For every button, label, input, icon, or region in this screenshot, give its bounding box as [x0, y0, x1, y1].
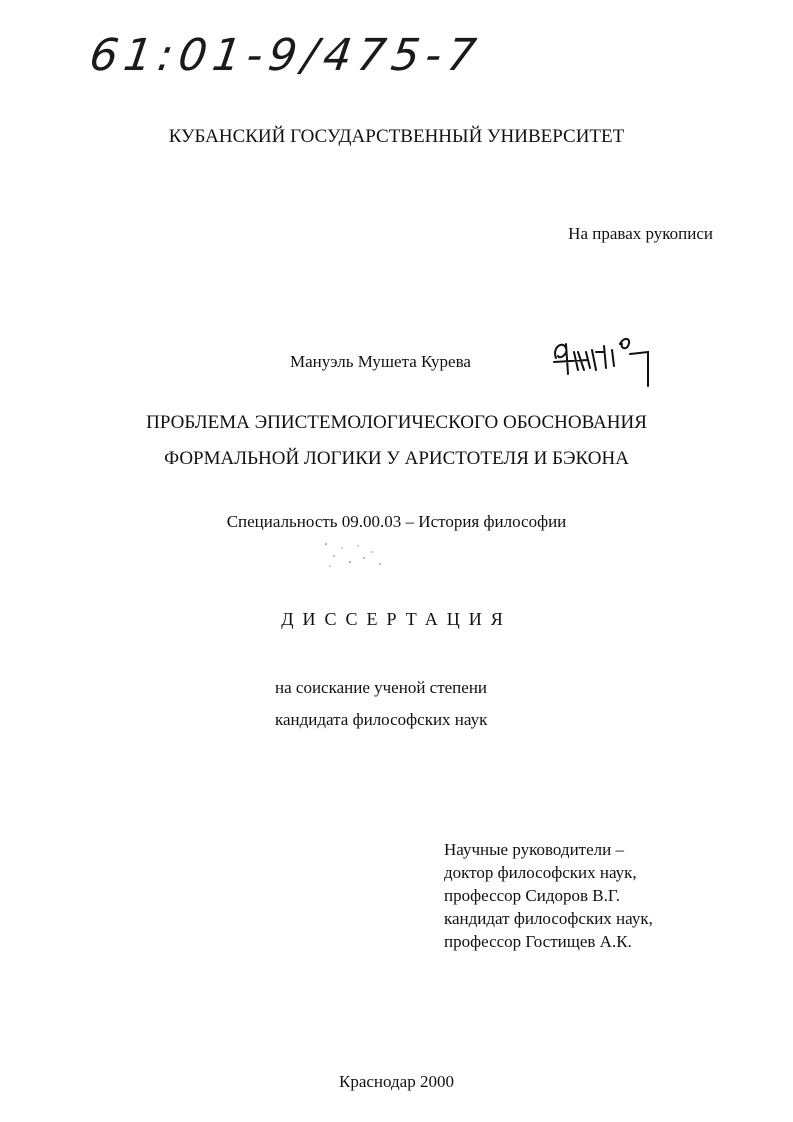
rights-note: На правах рукописи	[568, 224, 713, 243]
degree-line-2: кандидата философских наук	[275, 710, 488, 729]
supervisors-heading: Научные руководители –	[444, 840, 624, 859]
university-name: КУБАНСКИЙ ГОСУДАРСТВЕННЫЙ УНИВЕРСИТЕТ	[168, 126, 625, 147]
city-year: Краснодар 2000	[339, 1072, 454, 1091]
author-signature	[548, 330, 668, 390]
supervisor-line: профессор Гостищев А.К.	[444, 932, 632, 951]
supervisor-line: доктор философских наук,	[444, 863, 637, 882]
author-name: Мануэль Мушета Курева	[290, 352, 471, 371]
supervisors-block	[444, 838, 653, 953]
document-type: ДИССЕРТАЦИЯ	[281, 609, 512, 629]
thesis-title-line-2: ФОРМАЛЬНОЙ ЛОГИКИ У АРИСТОТЕЛЯ И БЭКОНА	[164, 448, 629, 469]
scan-specks	[320, 538, 400, 572]
thesis-title-line-1: ПРОБЛЕМА ЭПИСТЕМОЛОГИЧЕСКОГО ОБОСНОВАНИЯ	[146, 412, 647, 433]
speciality: Специальность 09.00.03 – История философии	[226, 512, 567, 531]
supervisor-line: профессор Сидоров В.Г.	[444, 886, 621, 905]
degree-line-1: на соискание ученой степени	[275, 678, 488, 697]
catalog-number-handwritten: 61:01-9/475-7	[86, 30, 485, 81]
supervisor-line: кандидат философских наук,	[444, 909, 653, 928]
